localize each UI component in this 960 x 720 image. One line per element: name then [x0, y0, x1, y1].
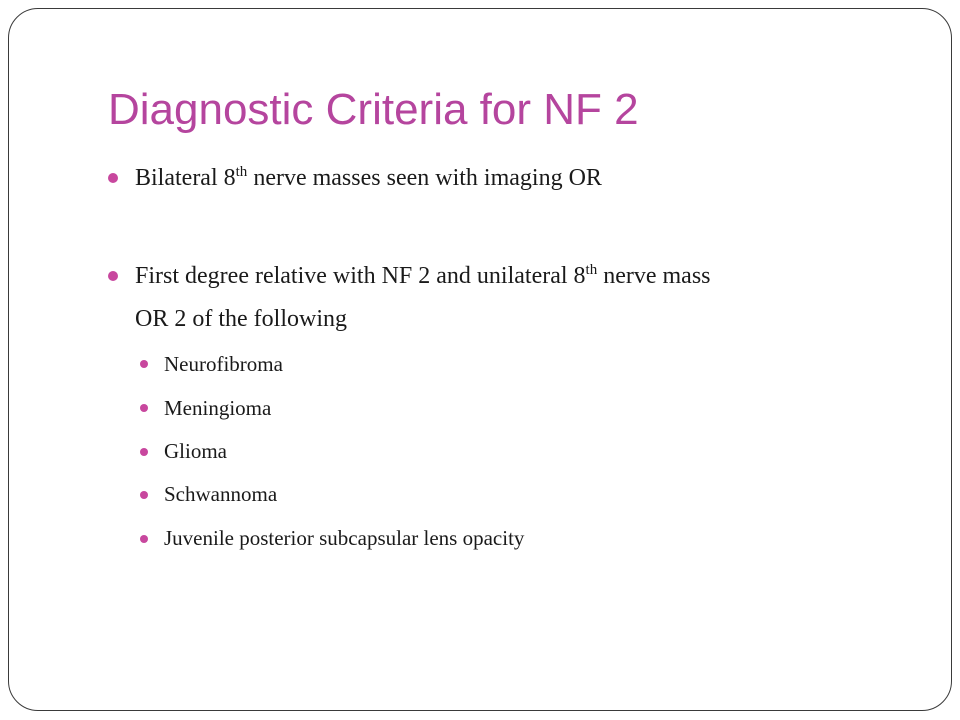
- sub-bullet-neurofibroma: Neurofibroma: [164, 352, 283, 376]
- bullet-bilateral-masses: [135, 162, 602, 195]
- bullet-text: nerve mass: [597, 263, 711, 289]
- bullet-dot: [108, 173, 118, 183]
- slide-title: Diagnostic Criteria for NF 2: [108, 85, 639, 134]
- sub-bullet-glioma: Glioma: [164, 439, 227, 463]
- sub-bullet-meningioma: Meningioma: [164, 396, 272, 420]
- bullet-first-degree-relative: [135, 260, 711, 293]
- bullet-continuation: OR 2 of the following: [135, 306, 347, 332]
- sub-bullet-dot: [140, 360, 148, 368]
- superscript: th: [235, 164, 248, 180]
- superscript: th: [585, 262, 598, 278]
- sub-bullet-dot: [140, 404, 148, 412]
- bullet-dot: [108, 271, 118, 281]
- sub-bullet-schwannoma: Schwannoma: [164, 482, 278, 506]
- sub-bullet-dot: [140, 448, 148, 456]
- bullet-text: First degree relative with NF 2 and unilateral 8: [135, 263, 586, 289]
- bullet-text: nerve masses seen with imaging OR: [247, 165, 602, 191]
- sub-bullet-lens-opacity: Juvenile posterior subcapsular lens opacity: [164, 526, 525, 550]
- sub-bullet-dot: [140, 535, 148, 543]
- bullet-text: Bilateral 8: [135, 165, 236, 191]
- sub-bullet-dot: [140, 491, 148, 499]
